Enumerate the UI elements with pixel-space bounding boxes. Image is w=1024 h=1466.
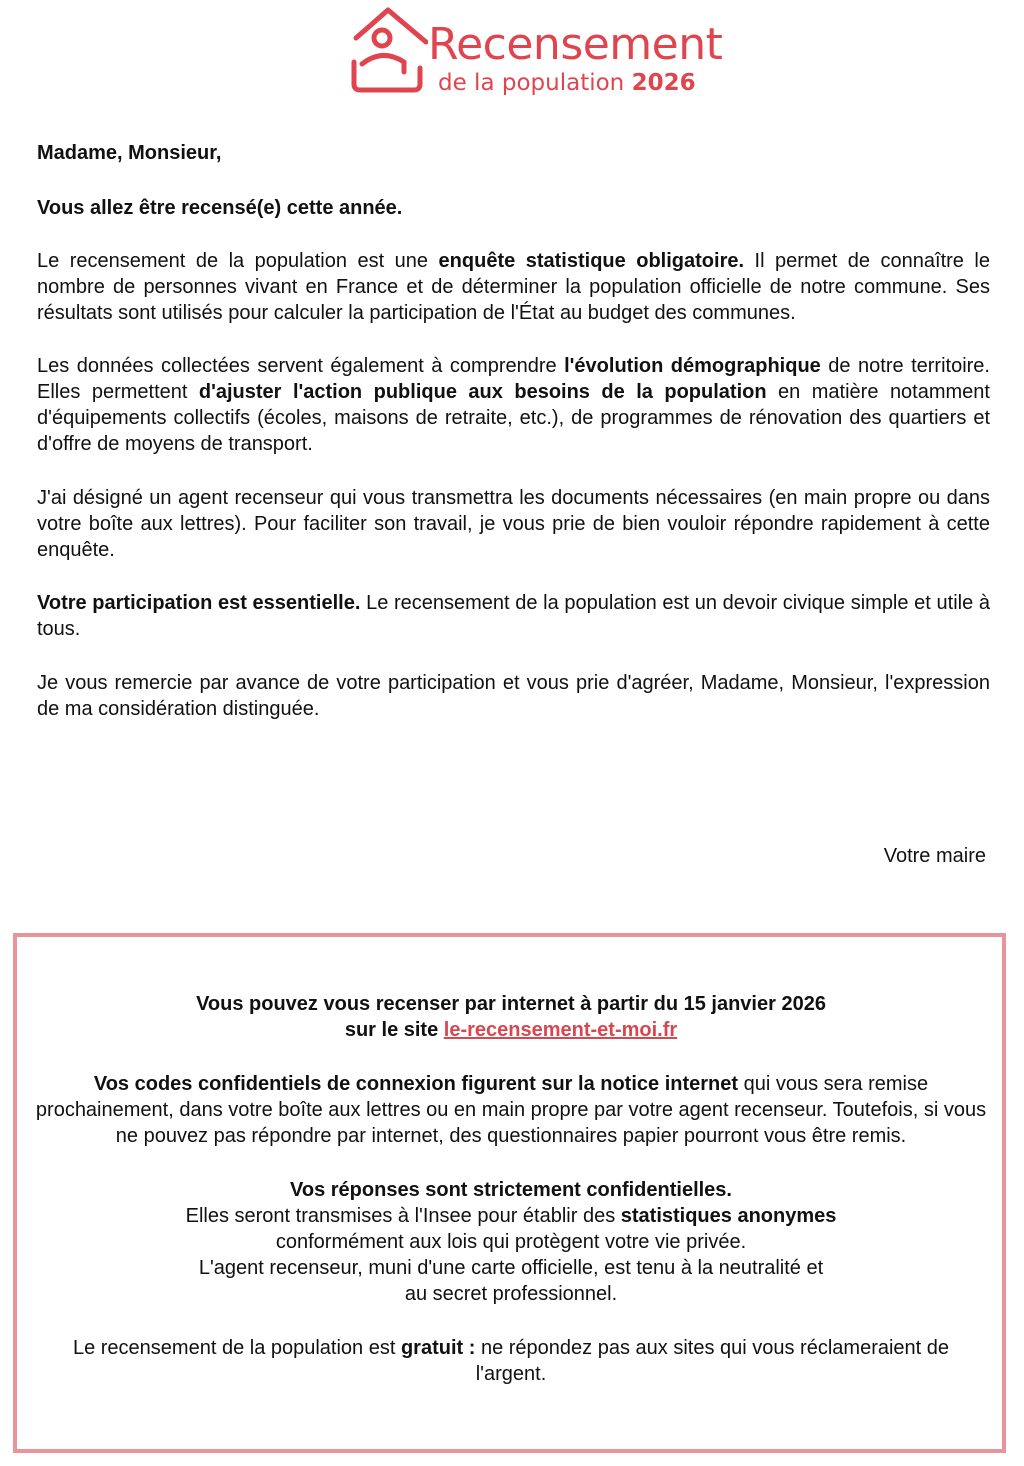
recensement-logo	[348, 2, 738, 102]
paragraph-survey: Le recensement de la population est une enquête statistique obligatoire. Il permet de connaître le nombre de personnes vivant en France et de déterminer la population officielle de notre commune. Ses résultats sont utilisés pour calculer la participation de l'État au budget des communes.	[37, 250, 990, 324]
signature: Votre maire	[883, 845, 986, 867]
house-person-icon	[348, 2, 428, 98]
intro-line: Vous allez être recensé(e) cette année.	[37, 197, 403, 219]
info-box	[13, 933, 1006, 1453]
paragraph-data-usage: Les données collectées servent également à comprendre l'évolution démographique de notre territoire. Elles permettent d'ajuster l'action publique aux besoins de la population en matière notamment d'équipements collectifs (écoles, maisons de retraite, etc.), de programmes de rénovation des quartiers et d'offre de moyens de transport.	[37, 355, 990, 455]
info-box-content	[35, 991, 987, 1387]
free-block: Le recensement de la population est gratuit : ne répondez pas aux sites qui vous réclameraient de l'argent.	[72, 1337, 950, 1385]
paragraph-agent: J'ai désigné un agent recenseur qui vous transmettra les documents nécessaires (en main propre ou dans votre boîte aux lettres). Pour faciliter son travail, je vous prie de bien vouloir répondre rapidement à cette enquête.	[37, 487, 990, 561]
logo-title: Recensement	[428, 19, 723, 70]
internet-block: Vous pouvez vous recenser par internet à partir du 15 janvier 2026 sur le site le-recensement-et-moi.fr	[196, 993, 826, 1041]
site-link[interactable]: le-recensement-et-moi.fr	[443, 1019, 678, 1041]
logo-subtitle: de la population 2026	[438, 70, 696, 96]
salutation: Madame, Monsieur,	[37, 142, 222, 164]
confidential-block: Vos réponses sont strictement confidentielles. Elles seront transmises à l'Insee pour établir des statistiques anonymes conformément aux lois qui protègent votre vie privée. L'agent recenseur, muni d'une carte officielle, est tenu à la neutralité et au secret professionnel.	[185, 1179, 837, 1305]
letter-body	[37, 140, 990, 722]
codes-block: Vos codes confidentiels de connexion figurent sur la notice internet qui vous sera remise prochainement, dans votre boîte aux lettres ou en main propre par votre agent recenseur. Toutefois, si vous ne pouvez pas répondre par internet, des questionnaires papier pourront vous être remis.	[35, 1073, 987, 1147]
paragraph-participation: Votre participation est essentielle. Le recensement de la population est un devoir civique simple et utile à tous.	[37, 592, 990, 640]
internet-line: Vous pouvez vous recenser par internet à partir du 15 janvier 2026	[196, 993, 826, 1015]
paragraph-closing: Je vous remercie par avance de votre participation et vous prie d'agréer, Madame, Monsieur, l'expression de ma considération distinguée.	[37, 672, 990, 720]
confidential-title: Vos réponses sont strictement confidentielles.	[290, 1179, 732, 1201]
